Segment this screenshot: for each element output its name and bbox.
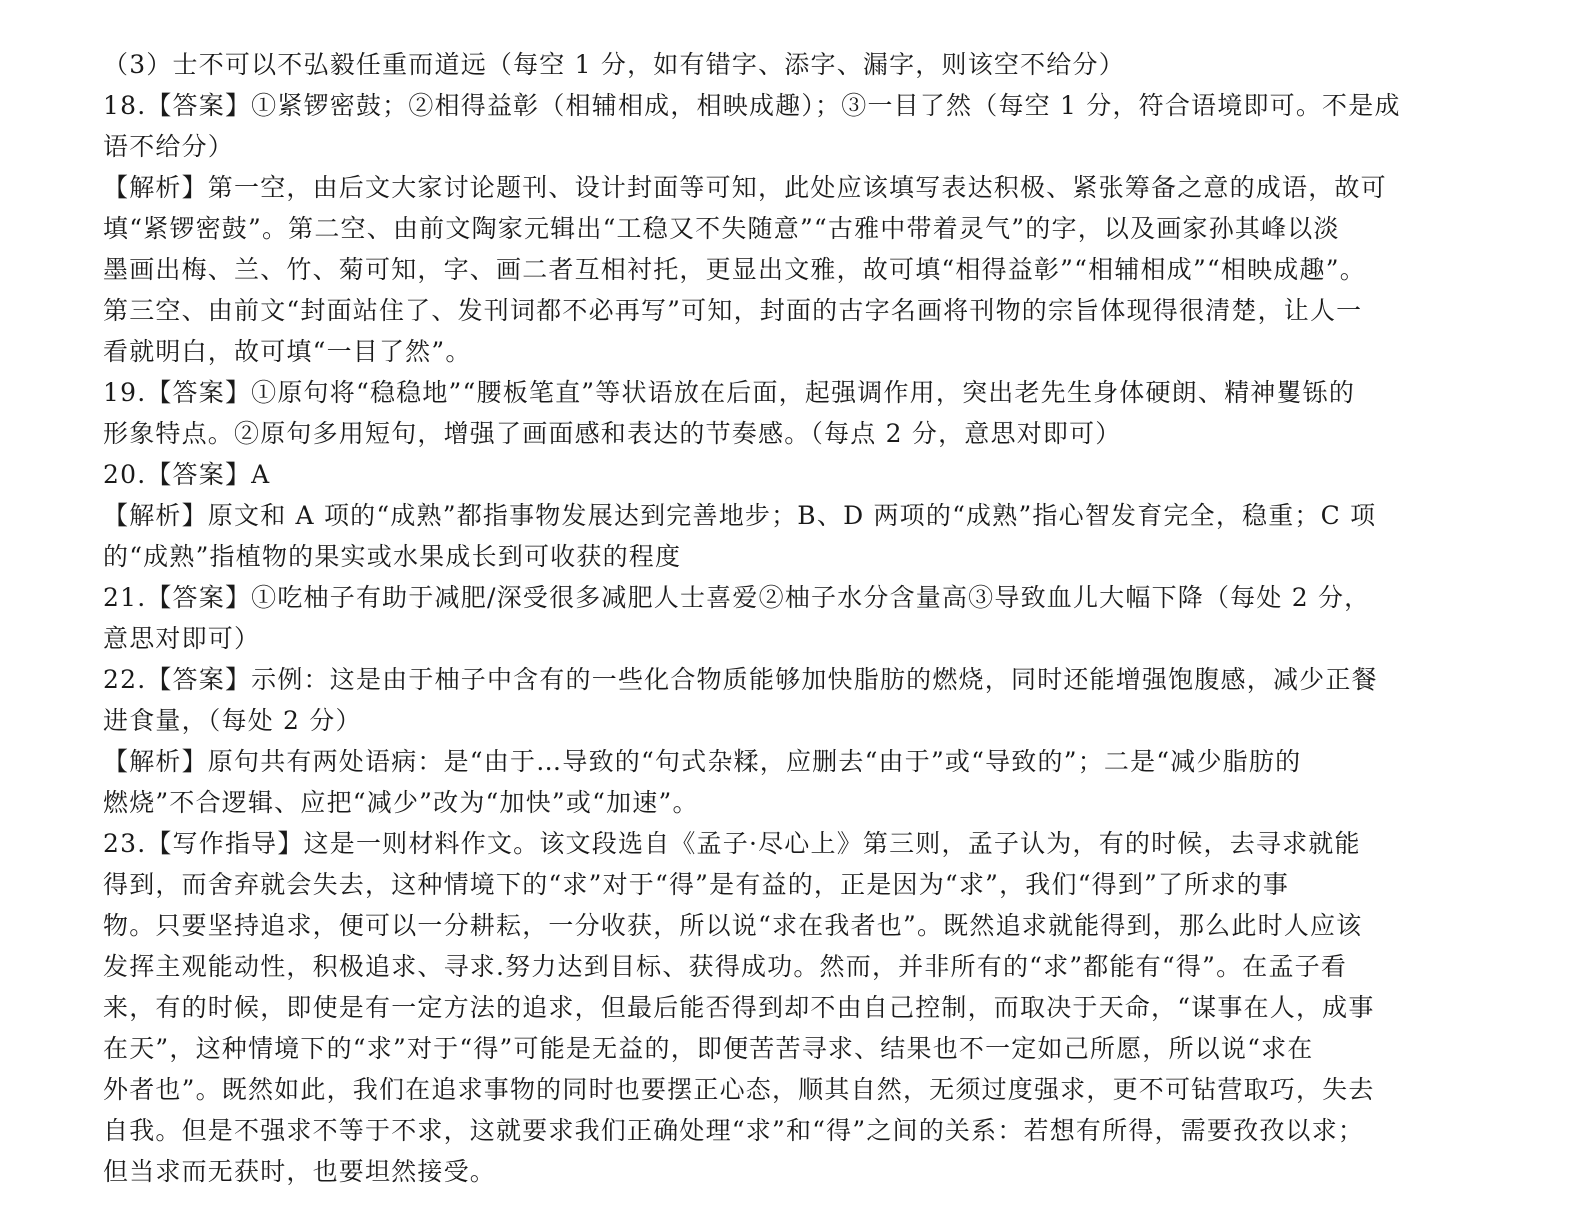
text-line-2: 18.【答案】①紧锣密鼓；②相得益彰（相辅相成，相映成趣）；③一目了然（每空 1 分，符合语境即可。不是成 [103, 91, 1401, 120]
text-line-4: 【解析】第一空，由后文大家讨论题刊、设计封面等可知，此处应该填写表达积极、紧张筹备之意的成语，故可 [103, 173, 1387, 202]
text-line-28: 但当求而无获时，也要坦然接受。 [103, 1157, 497, 1186]
text-line-1: （3）士不可以不弘毅任重而道远（每空 1 分，如有错字、添字、漏字，则该空不给分） [103, 50, 1125, 79]
text-line-17: 进食量，（每处 2 分） [103, 706, 362, 735]
text-line-26: 外者也”。既然如此，我们在追求事物的同时也要摆正心态，顺其自然，无须过度强求，更不可钻营取巧，失去 [103, 1075, 1375, 1104]
text-line-16: 22.【答案】示例：这是由于柚子中含有的一些化合物质能够加快脂肪的燃烧，同时还能增强饱腹感，减少正餐 [103, 665, 1378, 694]
text-line-11: 20.【答案】A [103, 460, 271, 489]
text-line-7: 第三空、由前文“封面站住了、发刊词都不必再写”可知，封面的古字名画将刊物的宗旨体现得很清楚，让人一 [103, 296, 1363, 325]
text-line-23: 发挥主观能动性，积极追求、寻求.努力达到目标、获得成功。然而，并非所有的“求”都能有“得”。在孟子看 [103, 952, 1348, 981]
text-line-20: 23.【写作指导】这是一则材料作文。该文段选自《孟子·尽心上》第三则，孟子认为，有的时候，去寻求就能 [103, 829, 1361, 858]
text-line-9: 19.【答案】①原句将“稳稳地”“腰板笔直”等状语放在后面，起强调作用，突出老先生身体硬朗、精神矍铄的 [103, 378, 1356, 407]
text-line-10: 形象特点。②原句多用短句，增强了画面感和表达的节奏感。（每点 2 分，意思对即可） [103, 419, 1122, 448]
text-line-22: 物。只要坚持追求，便可以一分耕耘，一分收获，所以说“求在我者也”。既然追求就能得到，那么此时人应该 [103, 911, 1363, 940]
text-line-24: 来，有的时候，即使是有一定方法的追求，但最后能否得到却不由自己控制，而取决于天命，“谋事在人，成事 [103, 993, 1375, 1022]
text-line-12: 【解析】原文和 A 项的“成熟”都指事物发展达到完善地步；B、D 两项的“成熟”指心智发育完全，稳重；C 项 [103, 501, 1377, 530]
text-line-21: 得到，而舍弃就会失去，这种情境下的“求”对于“得”是有益的，正是因为“求”，我们“得到”了所求的事 [103, 870, 1290, 899]
text-line-25: 在天”，这种情境下的“求”对于“得”可能是无益的，即便苦苦寻求、结果也不一定如己所愿，所以说“求在 [103, 1034, 1314, 1063]
text-line-6: 墨画出梅、兰、竹、菊可知，字、画二者互相衬托，更显出文雅，故可填“相得益彰”“相辅相成”“相映成趣”。 [103, 255, 1366, 284]
text-line-13: 的“成熟”指植物的果实或水果成长到可收获的程度 [103, 542, 682, 571]
text-line-15: 意思对即可） [103, 624, 261, 653]
text-line-18: 【解析】原句共有两处语病：是“由于…导致的“句式杂糅，应删去“由于”或“导致的”；二是“减少脂肪的 [103, 747, 1302, 776]
text-line-19: 燃烧”不合逻辑、应把“减少”改为“加快”或“加速”。 [103, 788, 699, 817]
text-line-14: 21.【答案】①吃柚子有助于减肥/深受很多减肥人士喜爱②柚子水分含量高③导致血儿大幅下降（每处 2 分， [103, 583, 1371, 612]
text-line-27: 自我。但是不强求不等于不求，这就要求我们正确处理“求”和“得”之间的关系：若想有所得，需要孜孜以求； [103, 1116, 1365, 1145]
text-line-3: 语不给分） [103, 132, 235, 161]
answer-key-document [103, 44, 1513, 1192]
text-line-5: 填“紧锣密鼓”。第二空、由前文陶家元辑出“工稳又不失随意”“古雅中带着灵气”的字，以及画家孙其峰以淡 [103, 214, 1340, 243]
text-line-8: 看就明白，故可填“一目了然”。 [103, 337, 472, 366]
